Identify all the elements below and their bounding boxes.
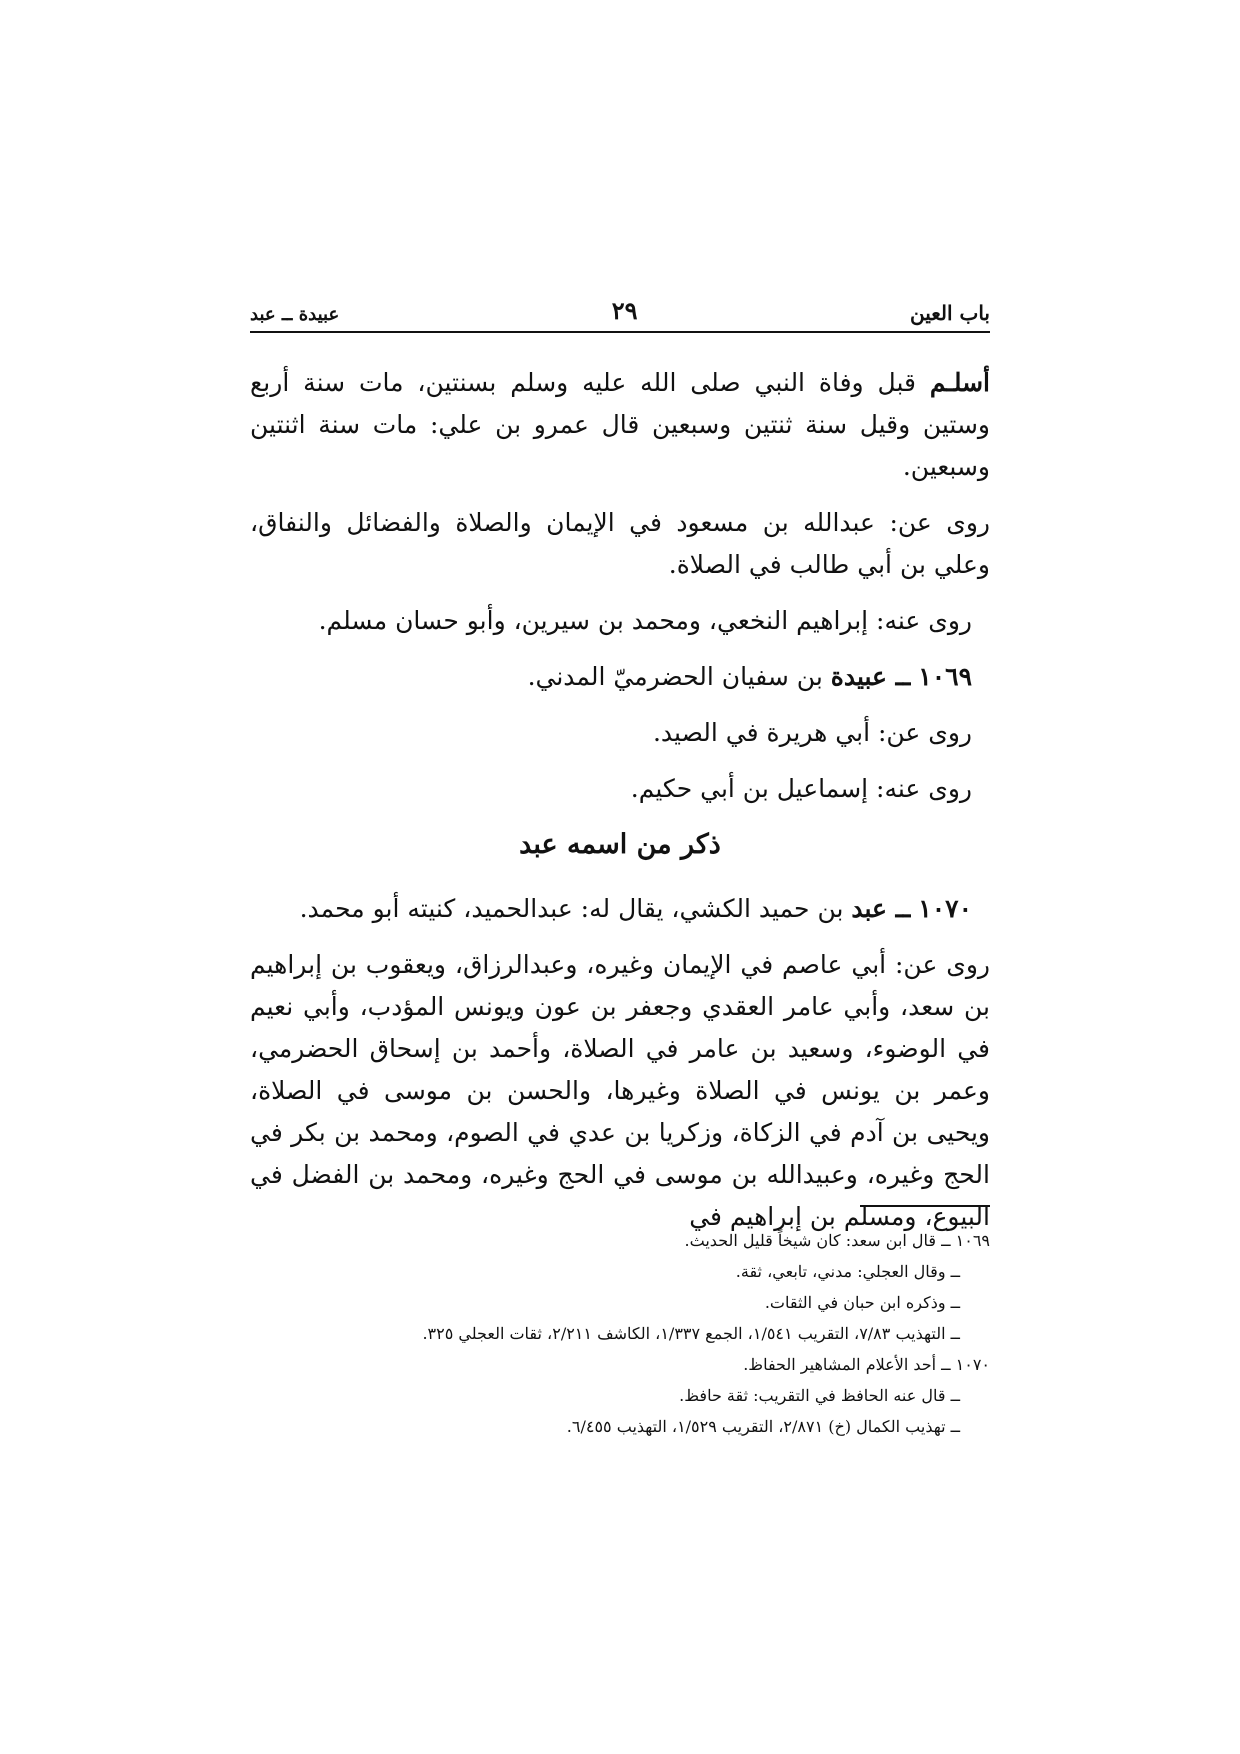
chapter-title: باب العين (909, 301, 990, 325)
section-heading: ذكر من اسمه عبد (519, 829, 721, 860)
paragraph-1-lead: أسلـم (929, 368, 990, 397)
entry-1069 (250, 656, 990, 698)
footnote-line: ــ تهذيب الكمال (خ) ٢/٨٧١، التقريب ١/٥٢٩، التهذيب ٦/٤٥٥. (566, 1417, 960, 1436)
main-text (250, 362, 990, 1252)
entry-1069-number: ١٠٦٩ (918, 662, 972, 691)
paragraph-1-text: قبل وفاة النبي صلى الله عليه وسلم بسنتين، مات سنة أربع وستين وقيل سنة ثنتين وسبعين قال عمرو بن علي: مات سنة اثنتين وسبعين. (250, 368, 990, 481)
entry-1069-narrated-by: روى عنه: إسماعيل بن أبي حكيم. (630, 774, 972, 803)
paragraph-1 (250, 362, 990, 488)
entry-1069-text: بن سفيان الحضرميّ المدني. (527, 662, 831, 691)
entry-1070-text: بن حميد الكشي، يقال له: عبدالحميد، كنيته أبو محمد. (299, 894, 852, 923)
footnotes (250, 1225, 990, 1442)
paragraph-2: روى عن: عبدالله بن مسعود في الإيمان والصلاة والفضائل والنفاق، وعلي بن أبي طالب في الصلاة. (250, 508, 990, 579)
footnote-line: ــ قال عنه الحافظ في التقريب: ثقة حافظ. (679, 1386, 960, 1405)
running-header (250, 296, 990, 333)
entry-1070-name: ــ عبد (851, 894, 911, 923)
footnote-line: ١٠٧٠ ــ أحد الأعلام المشاهير الحفاظ. (743, 1355, 990, 1374)
footnote-separator (860, 1205, 990, 1207)
entry-1070-number: ١٠٧٠ (918, 894, 972, 923)
entry-1069-narrated-from: روى عن: أبي هريرة في الصيد. (652, 718, 972, 747)
footnote-line: ١٠٦٩ ــ قال ابن سعد: كان شيخاً قليل الحديث. (684, 1231, 990, 1250)
entry-1070 (250, 888, 990, 930)
entry-1070-narrated-from: روى عن: أبي عاصم في الإيمان وغيره، وعبدالرزاق، ويعقوب بن إبراهيم بن سعد، وأبي عامر العقدي وجعفر بن عون ويونس المؤدب، وأبي نعيم في الوضوء، وسعيد بن عامر في الصلاة، وأحمد بن إسحاق الحضرمي، وعمر بن يونس في الصلاة وغيرها، والحسن بن موسى في الصلاة، ويحيى بن آدم في الزكاة، وزكريا بن عدي في الصوم، ومحمد بن بكر في الحج وغيره، وعبيدالله بن موسى في الحج وغيره، ومحمد بن الفضل في البيوع، ومسلم بن إبراهيم في (250, 950, 990, 1231)
entry-1069-name: ــ عبيدة (830, 662, 911, 691)
page-number: ٢٩ (611, 296, 638, 325)
paragraph-3: روى عنه: إبراهيم النخعي، ومحمد بن سيرين، وأبو حسان مسلم. (318, 606, 972, 635)
entry-range: عبيدة ــ عبد (250, 304, 340, 325)
footnote-line: ــ وقال العجلي: مدني، تابعي، ثقة. (735, 1262, 960, 1281)
footnote-line: ــ التهذيب ٧/٨٣، التقريب ١/٥٤١، الجمع ١/٣٣٧، الكاشف ٢/٢١١، ثقات العجلي ٣٢٥. (422, 1324, 960, 1343)
footnote-line: ــ وذكره ابن حبان في الثقات. (764, 1293, 960, 1312)
